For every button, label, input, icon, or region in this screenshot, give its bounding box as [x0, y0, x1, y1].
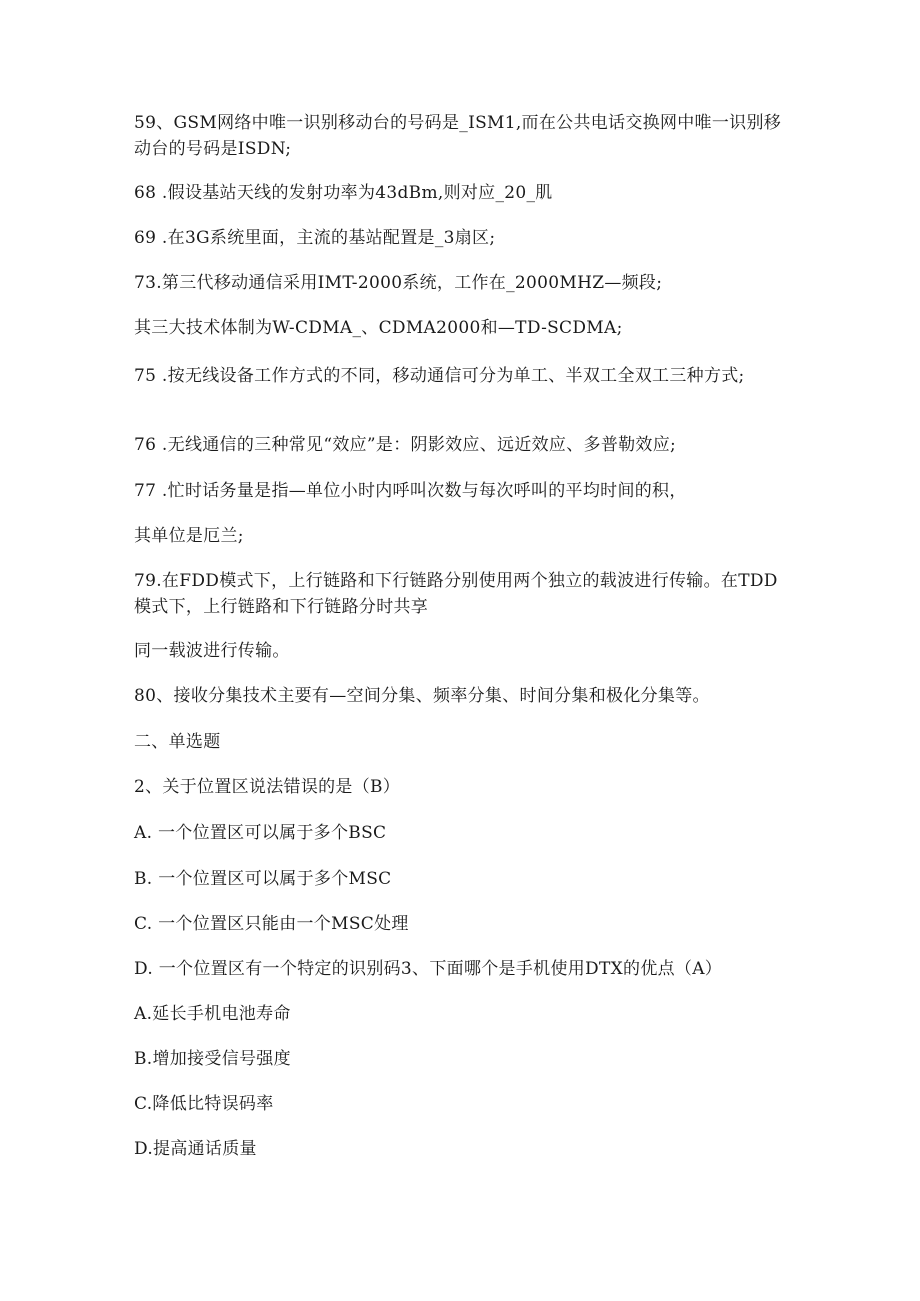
paragraph-q77-cont: 其单位是厄兰;	[134, 526, 244, 546]
section-heading-single-choice: 二、单选题	[134, 732, 221, 752]
paragraph-q79-cont: 同一载波进行传输。	[134, 641, 290, 661]
question-3-option-c: C.降低比特误码率	[134, 1094, 274, 1114]
question-2-option-a: A. 一个位置区可以属于多个BSC	[134, 823, 387, 843]
question-2-option-d: D. 一个位置区有一个特定的识别码3、下面哪个是手机使用DTX的优点（A）	[134, 959, 723, 979]
question-3-option-a: A.延长手机电池寿命	[134, 1004, 291, 1024]
question-2-option-b: B. 一个位置区可以属于多个MSC	[134, 869, 392, 889]
paragraph-q59: 59、GSM网络中唯一识别移动台的号码是_ISM1,而在公共电话交换网中唯一识别移动台的号码是ISDN;	[134, 113, 782, 159]
paragraph-q79: 79.在FDD模式下，上行链路和下行链路分别使用两个独立的载波进行传输。在TDD模式下，上行链路和下行链路分时共享	[134, 571, 778, 617]
question-2: 2、关于位置区说法错误的是（B）	[134, 777, 401, 797]
paragraph-q80: 80、接收分集技术主要有—空间分集、频率分集、时间分集和极化分集等。	[134, 686, 710, 706]
paragraph-q73-cont: 其三大技术体制为W-CDMA_、CDMA2000和—TD-SCDMA;	[134, 318, 623, 338]
paragraph-q76: 76 .无线通信的三种常见“效应”是：阴影效应、远近效应、多普勒效应;	[134, 435, 677, 455]
paragraph-q68: 68 .假设基站天线的发射功率为43dBm,则对应_20_肌	[134, 183, 553, 203]
paragraph-q69: 69 .在3G系统里面，主流的基站配置是_3扇区;	[134, 228, 496, 248]
paragraph-q75: 75 .按无线设备工作方式的不同，移动通信可分为单工、半双工全双工三种方式;	[134, 366, 745, 386]
question-3-option-b: B.增加接受信号强度	[134, 1049, 291, 1069]
question-3-option-d: D.提高通话质量	[134, 1139, 257, 1159]
question-2-option-c: C. 一个位置区只能由一个MSC处理	[134, 914, 409, 934]
paragraph-q73: 73.第三代移动通信采用IMT-2000系统，工作在_2000MHZ—频段;	[134, 273, 663, 293]
paragraph-q77: 77 .忙时话务量是指—单位小时内呼叫次数与每次呼叫的平均时间的积，	[134, 481, 687, 501]
